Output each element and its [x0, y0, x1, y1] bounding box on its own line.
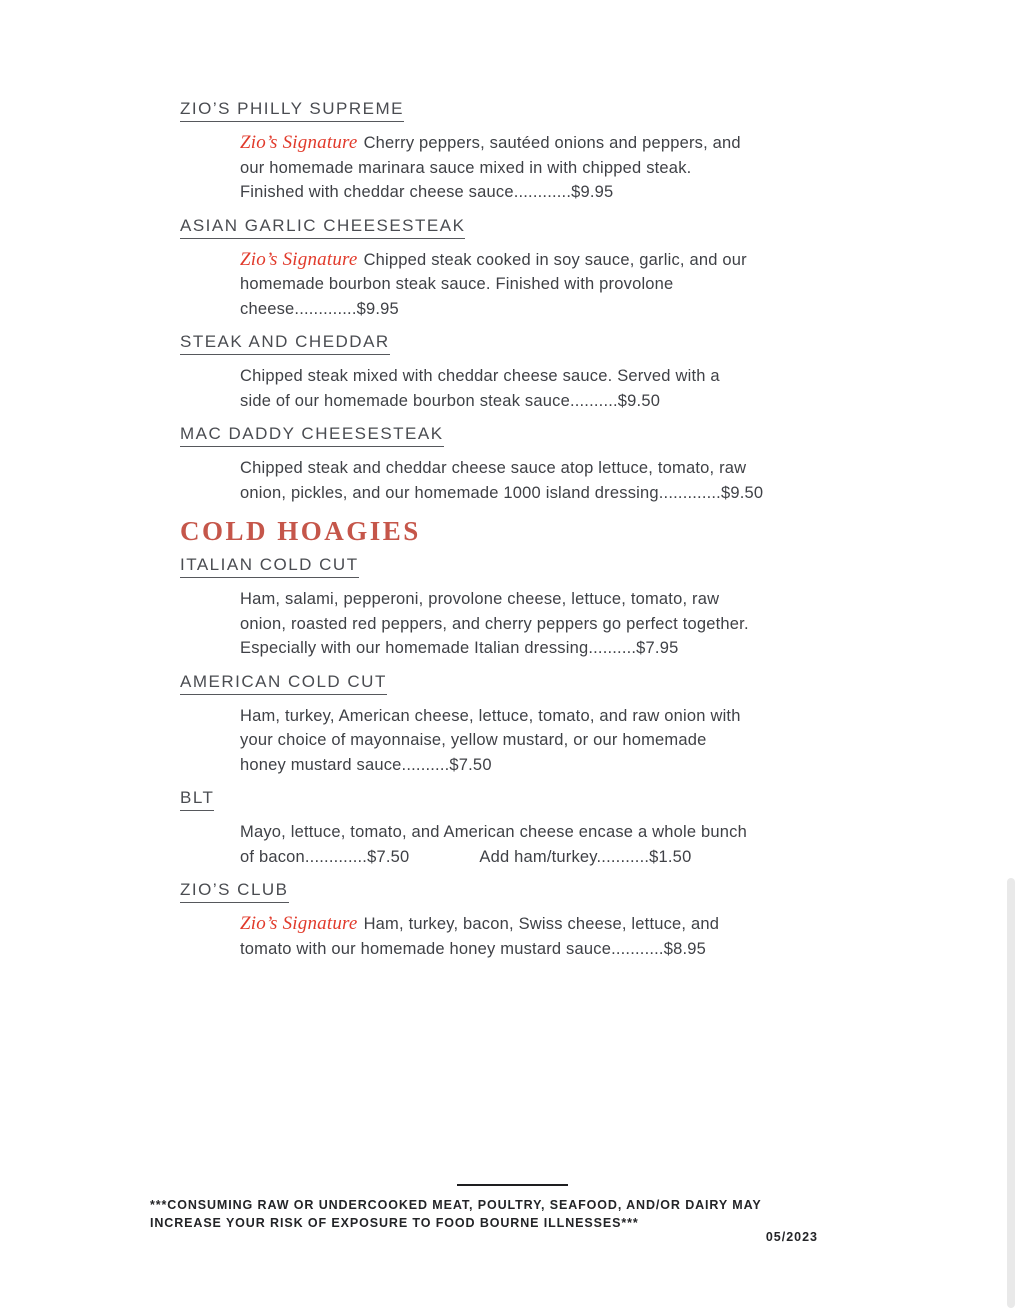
section-title-cold-hoagies: COLD HOAGIES: [180, 516, 421, 546]
item-name: AMERICAN COLD CUT: [180, 673, 387, 695]
description-line: honey mustard sauce..........$7.50: [240, 755, 492, 774]
signature-script: Zio’s Signature: [240, 248, 358, 270]
menu-item: [180, 217, 870, 322]
scrollbar-thumb[interactable]: [1007, 878, 1015, 1308]
item-description: [240, 704, 870, 778]
item-description: [240, 820, 870, 869]
description-text: of bacon.............$7.50: [240, 847, 410, 866]
description-line: Ham, salami, pepperoni, provolone cheese, lettuce, tomato, raw: [240, 590, 720, 608]
menu-item: [180, 673, 870, 778]
signature-script: Zio’s Signature: [240, 132, 358, 153]
menu-item: [180, 333, 870, 413]
item-heading-row: [180, 100, 870, 122]
item-heading-row: [180, 333, 870, 355]
description-text: Ham, turkey, bacon, Swiss cheese, lettuce, and: [363, 915, 720, 933]
item-name: ASIAN GARLIC CHEESESTEAK: [180, 217, 465, 239]
description-line: Chipped steak and cheddar cheese sauce atop lettuce, tomato, raw: [240, 459, 747, 477]
description-line: onion, roasted red peppers, and cherry peppers go perfect together.: [240, 614, 749, 633]
description-line: cheese.............$9.95: [240, 299, 399, 318]
menu-item: [180, 425, 870, 505]
menu-item: [180, 881, 870, 961]
item-heading-row: [180, 789, 870, 811]
item-heading-row: [180, 217, 870, 239]
description-line: homemade bourbon steak sauce. Finished with provolone: [240, 275, 674, 293]
description-line: Ham, turkey, American cheese, lettuce, tomato, and raw onion with: [240, 706, 741, 725]
description-line: [240, 845, 870, 870]
item-description: [240, 364, 870, 413]
item-name: BLT: [180, 789, 214, 811]
menu-item: [180, 556, 870, 661]
description-text: Chipped steak cooked in soy sauce, garlic, and our: [363, 250, 747, 269]
item-name: ZIO’S CLUB: [180, 881, 289, 903]
description-line: Mayo, lettuce, tomato, and American cheese encase a whole bunch: [240, 823, 747, 841]
item-heading-row: [180, 425, 870, 447]
description-line: [240, 912, 870, 937]
disclaimer: [150, 1197, 818, 1232]
item-description: [240, 456, 870, 505]
disclaimer-line-1: ***CONSUMING RAW OR UNDERCOOKED MEAT, POULTRY, SEAFOOD, AND/OR DAIRY MAY: [150, 1198, 762, 1212]
item-description: [240, 587, 870, 661]
item-description: [240, 131, 870, 205]
signature-script: Zio’s Signature: [240, 913, 358, 934]
item-description: [240, 248, 870, 322]
item-name: MAC DADDY CHEESESTEAK: [180, 425, 444, 447]
item-heading-row: [180, 881, 870, 903]
menu-content: [180, 100, 870, 973]
description-line: side of our homemade bourbon steak sauce..........$9.50: [240, 391, 661, 410]
description-line: your choice of mayonnaise, yellow mustard, or our homemade: [240, 731, 707, 749]
item-name: ITALIAN COLD CUT: [180, 556, 359, 578]
description-line: tomato with our homemade honey mustard sauce...........$8.95: [240, 939, 706, 958]
menu-item: [180, 100, 870, 205]
description-line: Chipped steak mixed with cheddar cheese sauce. Served with a: [240, 367, 720, 385]
addon-price-text: Add ham/turkey...........$1.50: [479, 847, 692, 866]
description-line: our homemade marinara sauce mixed in with chipped steak.: [240, 158, 692, 177]
description-line: onion, pickles, and our homemade 1000 island dressing.............$9.50: [240, 483, 764, 502]
item-name: ZIO’S PHILLY SUPREME: [180, 100, 404, 122]
description-line: Finished with cheddar cheese sauce............$9.95: [240, 183, 614, 201]
item-heading-row: [180, 556, 870, 578]
description-line: [240, 131, 870, 156]
footer-divider: [457, 1184, 568, 1186]
item-description: [240, 912, 870, 961]
description-line: Especially with our homemade Italian dressing..........$7.95: [240, 639, 679, 657]
item-name: STEAK AND CHEDDAR: [180, 333, 390, 355]
menu-date: 05/2023: [765, 1230, 818, 1244]
item-heading-row: [180, 673, 870, 695]
disclaimer-line-2: INCREASE YOUR RISK OF EXPOSURE TO FOOD BOURNE ILLNESSES***: [150, 1215, 639, 1230]
description-line: [240, 248, 870, 273]
menu-item: [180, 789, 870, 869]
description-text: Cherry peppers, sautéed onions and peppers, and: [363, 134, 741, 152]
